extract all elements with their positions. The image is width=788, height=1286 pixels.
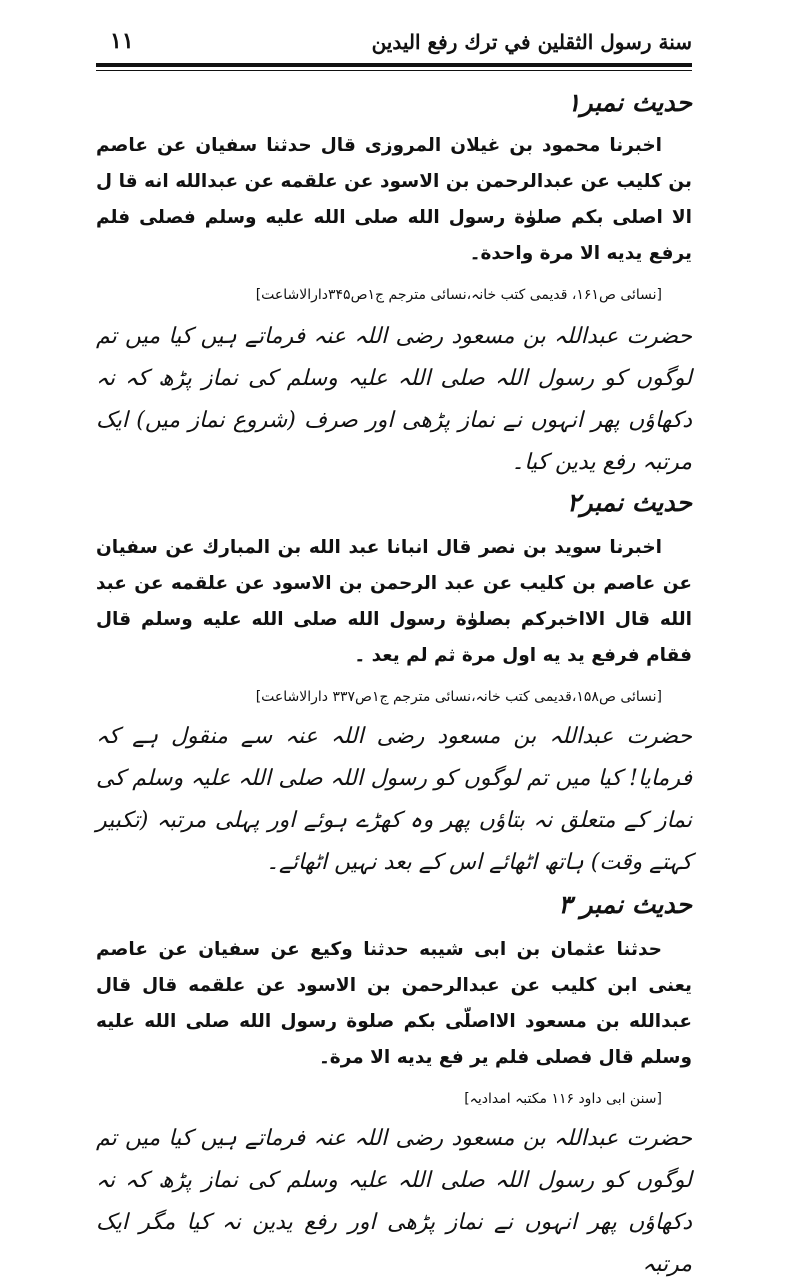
page-number: ١١ [110, 28, 134, 54]
citation: [نسائی ص۱۵۸،قدیمی کتب خانہ،نسائی مترجم ج۱ص۳۳۷ دارالاشاعت] [255, 689, 662, 705]
urdu-translation: حضرت عبداللہ بن مسعود رضی اللہ عنہ فرماتے ہیں کیا میں تم لوگوں کو رسول اللہ صلی اللہ علیہ وسلم کی نماز پڑھ کہ نہ دکھاؤں پھر انہوں نے نماز پڑھی اور صرف (شروع نماز میں) ایک مرتبہ رفع یدین کیا۔ [96, 324, 692, 475]
hadith-heading: حدیث نمبر ۳ [558, 890, 692, 919]
header-rule-thin [96, 70, 692, 71]
arabic-text: اخبرنا سوید بن نصر قال انبانا عبد الله بن المبارك عن سفیان عن عاصم بن كلیب عن عبد الرحمن بن الاسود عن علقمه عن عبد الله قال الااخبرکم بصلوٰة رسول الله صلی الله علیه وسلم قال فقام فرفع ید یه اول مرة ثم لم یعد ۔ [96, 537, 692, 666]
arabic-text: اخبرنا محمود بن غیلان المروزی قال حدثنا سفیان عن عاصم بن کلیب عن عبدالرحمن بن الاسود عن علقمه عن عبدالله انه قا ل الا اصلی بکم صلوٰة رسول الله صلی الله علیه وسلم فصلی فلم یرفع یدیه الا مرة واحدة۔ [96, 135, 692, 264]
urdu-translation: حضرت عبداللہ بن مسعود رضی اللہ عنہ فرماتے ہیں کیا میں تم لوگوں کو رسول اللہ صلی اللہ علیہ وسلم کی نماز پڑھ کہ نہ دکھاؤں پھر انہوں نے نماز پڑھی اور رفع یدین نہ کیا مگر ایک مرتبہ [96, 1126, 692, 1277]
hadith-1 [96, 84, 692, 484]
running-header [96, 26, 692, 64]
citation: [سنن ابی داود ۱۱۶ مکتبہ امدادیہ] [464, 1091, 662, 1107]
header-rule-thick [96, 63, 692, 67]
hadith-heading: حدیث نمبر۱ [567, 88, 692, 117]
page-body [96, 84, 692, 1286]
citation: [نسائی ص۱۶۱، قدیمی کتب خانہ،نسائی مترجم ج۱ص۳۴۵دارالاشاعت] [255, 287, 662, 303]
book-title: سنة رسول الثقلين في ترك رفع اليدين [371, 30, 692, 54]
urdu-translation: حضرت عبداللہ بن مسعود رضی اللہ عنہ سے منقول ہے کہ فرمایا! کیا میں تم لوگوں کو رسول اللہ صلی اللہ علیہ وسلم کی نماز کے متعلق نہ بتاؤں پھر وہ کھڑے ہوئے اور پہلی مرتبہ (تکبیر کہتے وقت) ہاتھ اٹھائے اس کے بعد نہیں اٹھائے۔ [96, 724, 692, 875]
hadith-3 [96, 886, 692, 1286]
hadith-2 [96, 484, 692, 884]
arabic-text: حدثنا عثمان بن ابی شیبه حدثنا وکیع عن سفیان عن عاصم یعنی ابن کلیب عن عبدالرحمن بن الاسود عن علقمه قال قال عبدالله بن مسعود الااصلّی بکم صلوة رسول الله صلی الله علیه وسلم قال فصلی فلم یر فع یدیه الا مرة۔ [96, 939, 692, 1068]
hadith-heading: حدیث نمبر۲ [567, 488, 692, 517]
